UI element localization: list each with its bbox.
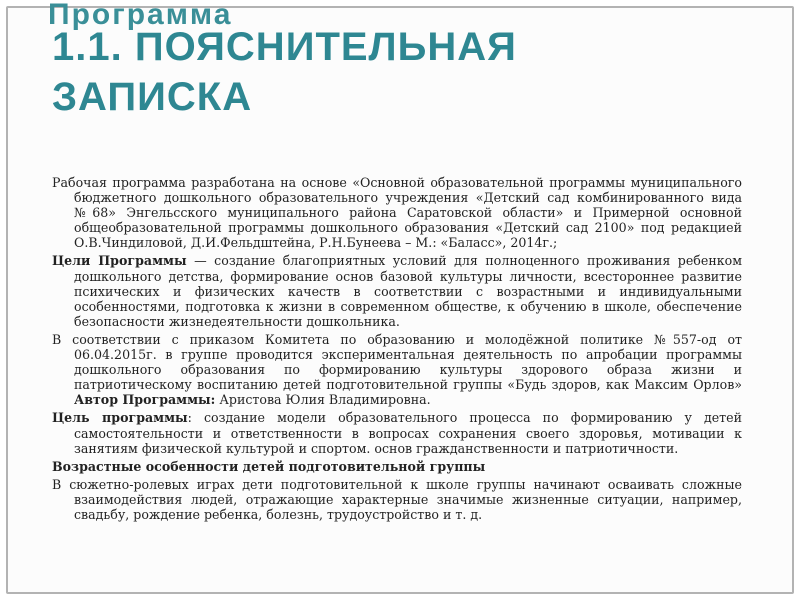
goals-text: — создание благоприятных условий для полноценного проживания ребенком дошкольного детства, формирование основ базовой культуры личности, всестороннее развитие психических и физических качеств в соответствии с возрастными и индивидуальными особенностями, подготовка к жизни в современном обществе, к обучению в школе, обеспечение безопасности жизнедеятельности дошкольника. — [74, 253, 742, 329]
title-line-1: 1.1. ПОЯСНИТЕЛЬНАЯ — [52, 25, 517, 69]
slide-frame — [6, 0, 794, 594]
goals-label: Цели Программы — [52, 253, 187, 269]
author-name: Аристова Юлия Владимировна. — [215, 392, 431, 408]
experiment-text: В соответствии с приказом Комитета по образованию и молодёжной политике №557-од от 06.04.2015г. в группе проводится экспериментальная деятельность по апробации программы дошкольного образования по формированию культуры здорового образа жизни и патриотическому воспитанию детей подготовительной группы «Будь здоров, как Максим Орлов» — [52, 331, 742, 393]
paragraph-basis: Рабочая программа разработана на основе «Основной образовательной программы муниципального бюджетного дошкольного образовательного учреждения «Детский сад комбинированного вида №68» Энгельсского муниципального района Саратовской области» и Примерной основной общеобразовательной программы дошкольного образования «Детский сад 2100» под редакцией О.В.Чиндиловой, Д.И.Фельдштейна, Р.Н.Бунеева – М.: «Баласс», 2014г.; — [52, 175, 742, 251]
paragraph-experiment — [52, 332, 742, 407]
page-title — [52, 22, 517, 122]
author-label: Автор Программы: — [74, 392, 216, 408]
paragraph-program-goal — [52, 410, 742, 455]
program-goal-label: Цель программы — [52, 410, 188, 426]
title-line-2: ЗАПИСКА — [52, 75, 253, 119]
section-heading-age-features: Возрастные особенности детей подготовительной группы — [52, 458, 486, 474]
program-goal-text: : создание модели образовательного процесса по формированию у детей самостоятельности и ответственности в вопросах сохранения своего здоровья, мотивации к занятиям физической культурой и спортом. основ гражданственности и патриотичности. — [74, 410, 742, 456]
paragraph-goals — [52, 253, 742, 328]
slide-content — [52, 175, 742, 522]
paragraph-role-play: В сюжетно-ролевых играх дети подготовительной к школе группы начинают осваивать сложные взаимодействия людей, отражающие характерные значимые жизненные ситуации, например, свадьбу, рождение ребенка, болезнь, трудоустройство и т. д. — [52, 476, 742, 522]
cut-off-heading: Программа — [48, 0, 233, 31]
